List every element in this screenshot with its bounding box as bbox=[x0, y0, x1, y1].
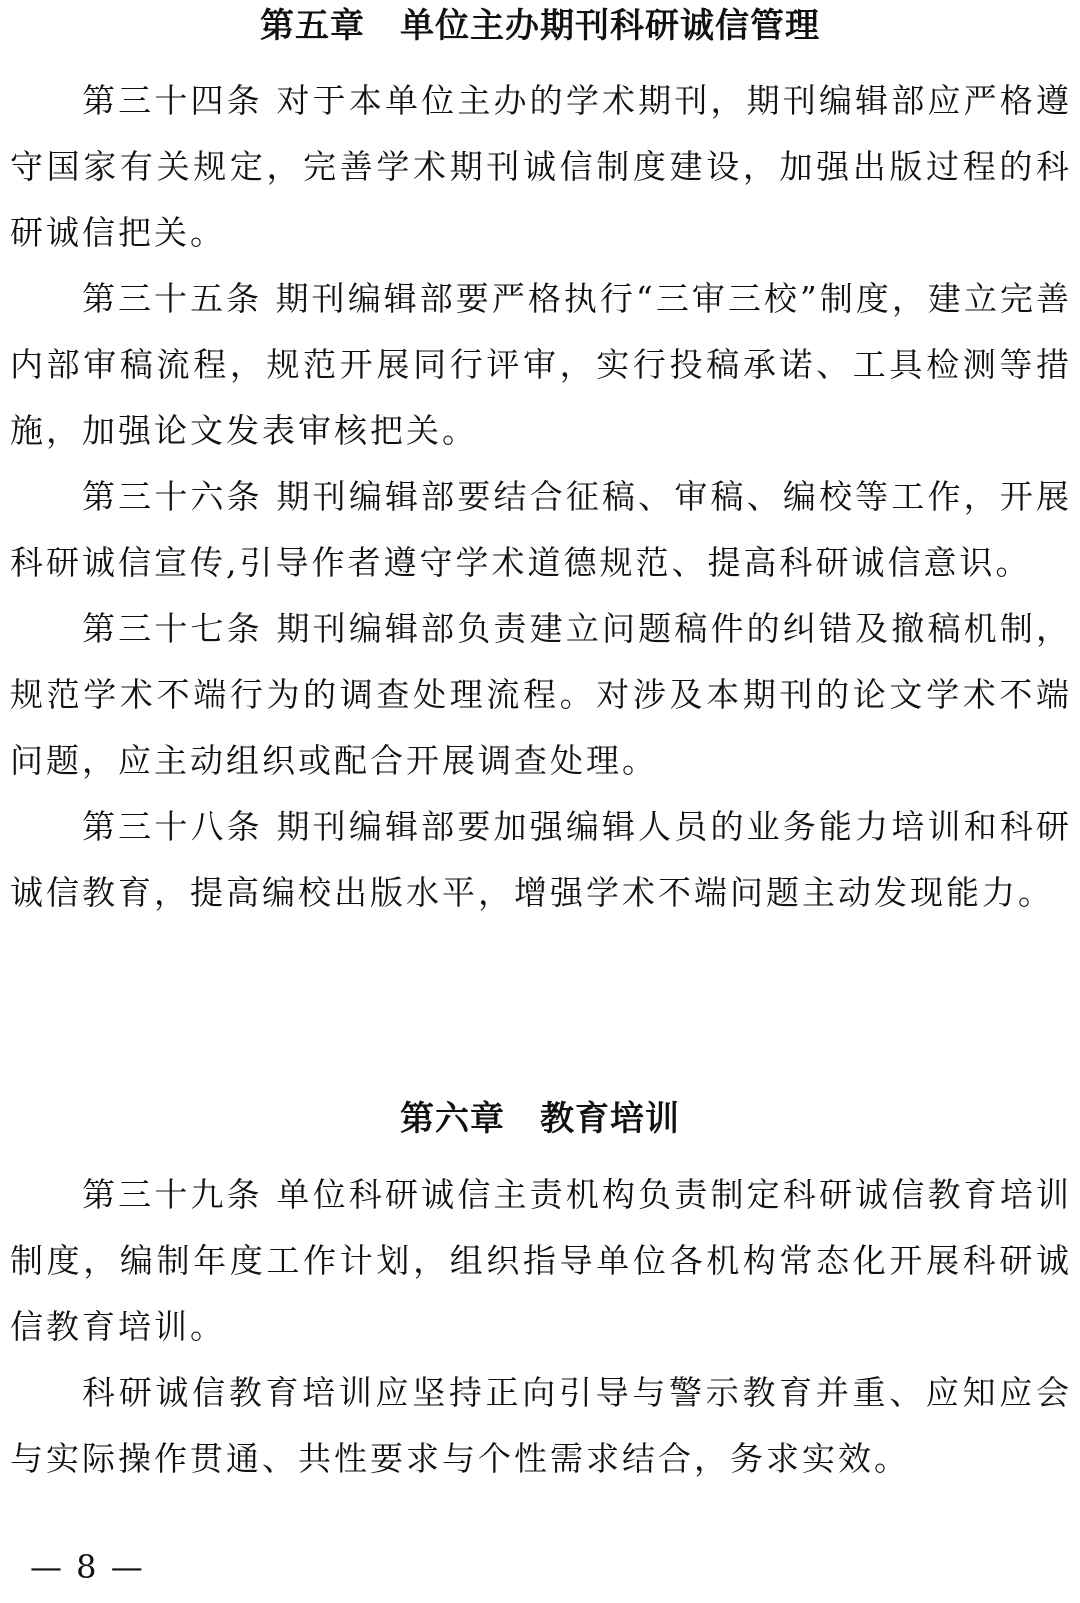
page-number: — 8 — bbox=[30, 1548, 145, 1586]
article-36: 第三十六条 期刊编辑部要结合征稿、审稿、编校等工作，开展科研诚信宣传,引导作者遵守学术道德规范、提高科研诚信意识。 bbox=[10, 477, 1072, 582]
chapter-5-body bbox=[10, 68, 1072, 926]
training-principles-paragraph: 科研诚信教育培训应坚持正向引导与警示教育并重、应知应会与实际操作贯通、共性要求与个性需求结合，务求实效。 bbox=[10, 1373, 1072, 1478]
article-38: 第三十八条 期刊编辑部要加强编辑人员的业务能力培训和科研诚信教育，提高编校出版水平，增强学术不端问题主动发现能力。 bbox=[10, 807, 1072, 912]
article-39: 第三十九条 单位科研诚信主责机构负责制定科研诚信教育培训制度，编制年度工作计划，组织指导单位各机构常态化开展科研诚信教育培训。 bbox=[10, 1175, 1072, 1346]
chapter-6-body bbox=[10, 1162, 1072, 1492]
chapter-5-title: 第五章 单位主办期刊科研诚信管理 bbox=[260, 6, 820, 46]
article-37: 第三十七条 期刊编辑部负责建立问题稿件的纠错及撤稿机制，规范学术不端行为的调查处理流程。对涉及本期刊的论文学术不端问题，应主动组织或配合开展调查处理。 bbox=[10, 609, 1072, 780]
chapter-6-title: 第六章 教育培训 bbox=[400, 1099, 680, 1139]
article-34: 第三十四条 对于本单位主办的学术期刊，期刊编辑部应严格遵守国家有关规定，完善学术期刊诚信制度建设，加强出版过程的科研诚信把关。 bbox=[10, 81, 1072, 252]
article-35: 第三十五条 期刊编辑部要严格执行“三审三校”制度，建立完善内部审稿流程，规范开展同行评审，实行投稿承诺、工具检测等措施，加强论文发表审核把关。 bbox=[10, 279, 1072, 450]
